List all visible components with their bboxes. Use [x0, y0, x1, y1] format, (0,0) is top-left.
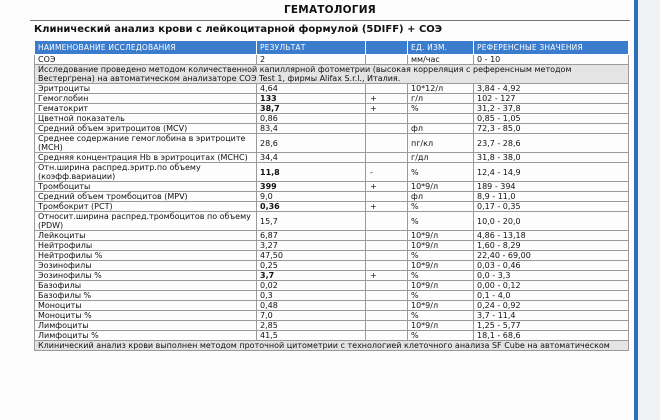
result-value: 34,4 — [257, 153, 366, 163]
abnormal-flag — [366, 261, 408, 271]
abnormal-flag — [366, 114, 408, 124]
test-name: Средний объем эритроцитов (MCV) — [35, 124, 257, 134]
page-margin — [638, 0, 660, 420]
section-divider — [30, 20, 630, 21]
result-value: 3,7 — [257, 271, 366, 281]
reference-range: 0,03 - 0,46 — [474, 261, 629, 271]
note-row — [35, 65, 629, 84]
abnormal-flag — [366, 124, 408, 134]
unit: % — [408, 311, 474, 321]
test-name: Отн.ширина распред.эритр.по объему (коэфф.вариации) — [35, 163, 257, 182]
result-value: 3,27 — [257, 241, 366, 251]
result-value: 47,50 — [257, 251, 366, 261]
reference-range: 23,7 - 28,6 — [474, 134, 629, 153]
header-flag — [366, 41, 408, 55]
result-value: 133 — [257, 94, 366, 104]
unit: % — [408, 104, 474, 114]
table-row — [35, 281, 629, 291]
test-name: Эозинофилы — [35, 261, 257, 271]
test-name: Относит.ширина распред.тромбоцитов по объему (PDW) — [35, 212, 257, 231]
reference-range: 22,40 - 69,00 — [474, 251, 629, 261]
method-note: Исследование проведено методом количественной капиллярной фотометрии (высокая корреляция с референсным методом Вестергрена) на автоматическом анализаторе СОЭ Test 1, фирмы Alifax S.r.l., Италия. — [35, 65, 629, 84]
table-row — [35, 55, 629, 65]
unit: % — [408, 291, 474, 301]
unit — [408, 114, 474, 124]
results-body — [35, 55, 629, 351]
table-row — [35, 114, 629, 124]
unit: % — [408, 163, 474, 182]
unit: г/дл — [408, 153, 474, 163]
reference-range: 0,24 - 0,92 — [474, 301, 629, 311]
unit: % — [408, 271, 474, 281]
abnormal-flag: + — [366, 271, 408, 281]
test-name: Базофилы — [35, 281, 257, 291]
test-name: Гематокрит — [35, 104, 257, 114]
unit: % — [408, 251, 474, 261]
table-row — [35, 231, 629, 241]
abnormal-flag: + — [366, 182, 408, 192]
unit: 10*9/л — [408, 321, 474, 331]
unit: % — [408, 331, 474, 341]
reference-range: 189 - 394 — [474, 182, 629, 192]
unit: 10*9/л — [408, 301, 474, 311]
panel-title: Клинический анализ крови с лейкоцитарной формулой (5DIFF) + СОЭ — [34, 24, 443, 35]
table-row — [35, 84, 629, 94]
test-name: Эритроциты — [35, 84, 257, 94]
unit: г/л — [408, 94, 474, 104]
test-name: Эозинофилы % — [35, 271, 257, 281]
table-row — [35, 104, 629, 114]
result-value: 83,4 — [257, 124, 366, 134]
abnormal-flag — [366, 251, 408, 261]
reference-range: 102 - 127 — [474, 94, 629, 104]
unit: % — [408, 212, 474, 231]
test-name: СОЭ — [35, 55, 257, 65]
abnormal-flag — [366, 301, 408, 311]
table-row — [35, 212, 629, 231]
result-value: 0,48 — [257, 301, 366, 311]
test-name: Моноциты — [35, 301, 257, 311]
test-name: Лимфоциты % — [35, 331, 257, 341]
result-value: 41,5 — [257, 331, 366, 341]
test-name: Средняя концентрация Hb в эритроцитах (MCHC) — [35, 153, 257, 163]
table-row — [35, 321, 629, 331]
table-row — [35, 261, 629, 271]
table-row — [35, 331, 629, 341]
abnormal-flag — [366, 321, 408, 331]
test-name: Моноциты % — [35, 311, 257, 321]
test-name: Нейтрофилы % — [35, 251, 257, 261]
abnormal-flag — [366, 241, 408, 251]
test-name: Гемоглобин — [35, 94, 257, 104]
table-row — [35, 301, 629, 311]
unit: фл — [408, 124, 474, 134]
reference-range: 8,9 - 11,0 — [474, 192, 629, 202]
abnormal-flag — [366, 281, 408, 291]
reference-range: 0,85 - 1,05 — [474, 114, 629, 124]
abnormal-flag: + — [366, 94, 408, 104]
reference-range: 0,17 - 0,35 — [474, 202, 629, 212]
header-result: РЕЗУЛЬТАТ — [257, 41, 366, 55]
table-row — [35, 202, 629, 212]
table-row — [35, 291, 629, 301]
note-row — [35, 341, 629, 351]
unit: 10*9/л — [408, 261, 474, 271]
table-row — [35, 192, 629, 202]
table-row — [35, 251, 629, 261]
reference-range: 1,25 - 5,77 — [474, 321, 629, 331]
result-value: 15,7 — [257, 212, 366, 231]
result-value: 9,0 — [257, 192, 366, 202]
result-value: 4,64 — [257, 84, 366, 94]
abnormal-flag — [366, 311, 408, 321]
reference-range: 0,0 - 3,3 — [474, 271, 629, 281]
result-value: 2 — [257, 55, 366, 65]
reference-range: 12,4 - 14,9 — [474, 163, 629, 182]
reference-range: 0 - 10 — [474, 55, 629, 65]
result-value: 7,0 — [257, 311, 366, 321]
table-row — [35, 241, 629, 251]
result-value: 0,3 — [257, 291, 366, 301]
test-name: Лимфоциты — [35, 321, 257, 331]
result-value: 6,87 — [257, 231, 366, 241]
abnormal-flag — [366, 84, 408, 94]
reference-range: 31,2 - 37,8 — [474, 104, 629, 114]
table-row — [35, 134, 629, 153]
result-value: 0,25 — [257, 261, 366, 271]
result-value: 38,7 — [257, 104, 366, 114]
method-note: Клинический анализ крови выполнен методом проточной цитометрии с технологией клеточного анализа SF Cube на автоматическом — [35, 341, 629, 351]
table-row — [35, 94, 629, 104]
unit: 10*9/л — [408, 241, 474, 251]
reference-range: 0,1 - 4,0 — [474, 291, 629, 301]
result-value: 2,85 — [257, 321, 366, 331]
reference-range: 4,86 - 13,18 — [474, 231, 629, 241]
abnormal-flag: - — [366, 163, 408, 182]
header-test-name: НАИМЕНОВАНИЕ ИССЛЕДОВАНИЯ — [35, 41, 257, 55]
unit: мм/час — [408, 55, 474, 65]
abnormal-flag — [366, 55, 408, 65]
result-value: 28,6 — [257, 134, 366, 153]
test-name: Тромбокрит (PCT) — [35, 202, 257, 212]
test-name: Средний объем тромбоцитов (MPV) — [35, 192, 257, 202]
reference-range: 3,84 - 4,92 — [474, 84, 629, 94]
result-value: 0,36 — [257, 202, 366, 212]
reference-range: 18,1 - 68,6 — [474, 331, 629, 341]
abnormal-flag: + — [366, 202, 408, 212]
unit: 10*9/л — [408, 281, 474, 291]
section-title: ГЕМАТОЛОГИЯ — [284, 4, 376, 16]
reference-range: 72,3 - 85,0 — [474, 124, 629, 134]
abnormal-flag: + — [366, 104, 408, 114]
results-table — [34, 40, 629, 351]
abnormal-flag — [366, 331, 408, 341]
reference-range: 31,8 - 38,0 — [474, 153, 629, 163]
result-value: 399 — [257, 182, 366, 192]
reference-range: 0,00 - 0,12 — [474, 281, 629, 291]
test-name: Среднее содержание гемоглобина в эритроците (MCH) — [35, 134, 257, 153]
result-value: 0,86 — [257, 114, 366, 124]
header-reference: РЕФЕРЕНСНЫЕ ЗНАЧЕНИЯ — [474, 41, 629, 55]
abnormal-flag — [366, 231, 408, 241]
test-name: Лейкоциты — [35, 231, 257, 241]
unit: 10*9/л — [408, 182, 474, 192]
table-row — [35, 182, 629, 192]
table-row — [35, 163, 629, 182]
reference-range: 10,0 - 20,0 — [474, 212, 629, 231]
table-row — [35, 311, 629, 321]
result-value: 11,8 — [257, 163, 366, 182]
reference-range: 1,60 - 8,29 — [474, 241, 629, 251]
table-row — [35, 124, 629, 134]
abnormal-flag — [366, 291, 408, 301]
reference-range: 3,7 - 11,4 — [474, 311, 629, 321]
table-row — [35, 153, 629, 163]
abnormal-flag — [366, 192, 408, 202]
test-name: Цветной показатель — [35, 114, 257, 124]
unit: фл — [408, 192, 474, 202]
test-name: Тромбоциты — [35, 182, 257, 192]
table-header-row — [35, 41, 629, 55]
test-name: Базофилы % — [35, 291, 257, 301]
unit: % — [408, 202, 474, 212]
unit: 10*12/л — [408, 84, 474, 94]
abnormal-flag — [366, 212, 408, 231]
unit: 10*9/л — [408, 231, 474, 241]
result-value: 0,02 — [257, 281, 366, 291]
table-row — [35, 271, 629, 281]
abnormal-flag — [366, 134, 408, 153]
header-unit: ЕД. ИЗМ. — [408, 41, 474, 55]
unit: пг/кл — [408, 134, 474, 153]
abnormal-flag — [366, 153, 408, 163]
test-name: Нейтрофилы — [35, 241, 257, 251]
